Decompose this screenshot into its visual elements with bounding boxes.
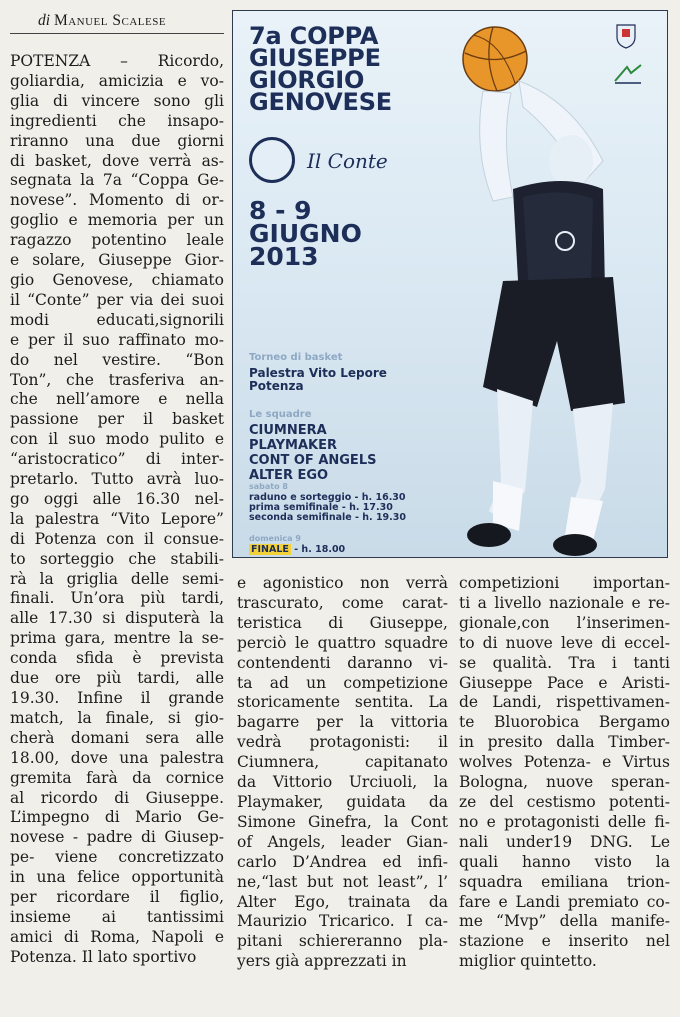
final-time: - h. 18.00: [290, 544, 346, 555]
text-line: di basket, dove verrà as-: [10, 151, 224, 170]
text-line: L’impegno di Mario Ge-: [10, 808, 224, 827]
text-line: miglior quintetto.: [459, 952, 597, 971]
crest-icon: [249, 137, 295, 183]
text-line: vedrà protagonisti: il: [237, 733, 448, 752]
text-line: yers già apprezzati in: [237, 952, 407, 971]
poster-title-line: 7a COPPA: [249, 22, 379, 50]
poster-date-line: 8 - 9: [249, 196, 312, 225]
text-line: in una felice opportunità: [10, 868, 224, 887]
logo-script-text: Il Conte: [307, 149, 388, 173]
text-line: e solare, Giuseppe Gior-: [10, 251, 224, 270]
text-line: pitani schiereranno pla-: [237, 932, 448, 951]
text-line: me “Mvp” della manife-: [459, 912, 670, 931]
text-line: 19.30. Infine il grande: [10, 689, 224, 707]
text-line: stazione e inserito nel: [459, 932, 670, 951]
text-line: Giuseppe Pace e Aristi-: [459, 673, 670, 692]
text-line: finali. Un’ora più tardi,: [10, 589, 224, 608]
text-line: Potenza. Il lato sportivo: [10, 947, 197, 966]
text-line: quali hanno visto la: [459, 852, 670, 871]
poster-logo: [249, 137, 409, 187]
poster-schedule: [249, 493, 429, 523]
event-poster: [232, 10, 668, 558]
text-line: of Angels, leader Gian-: [237, 832, 448, 851]
text-line: pretarlo. Tutto avrà luo-: [10, 470, 224, 489]
byline-author: Manuel Scalese: [53, 12, 167, 29]
text-line: conda sfida è prevista: [10, 649, 224, 668]
text-line: to di nuove leve di eccel-: [459, 633, 670, 652]
text-line: insieme ai tantissimi: [10, 907, 224, 926]
text-line: match, la finale, si gio-: [10, 708, 224, 727]
text-line: gio Genovese, chiamato: [10, 270, 224, 289]
poster-title: [249, 22, 489, 116]
text-line: Ciumnera, capitanato: [237, 753, 448, 772]
sponsor-logo-icon: [613, 63, 643, 85]
text-line: da Vittorio Urciuoli, la: [237, 773, 448, 792]
text-line: ragazzo potentino leale: [10, 231, 224, 250]
poster-dates: [249, 196, 449, 271]
venue-line: Palestra Vito Lepore: [249, 366, 387, 380]
text-line: amici di Roma, Napoli e: [10, 927, 224, 946]
text-line: pe- viene concretizzato: [10, 848, 224, 867]
text-line: Alter Ego, trainata da: [237, 892, 448, 911]
text-line: Maurizio Tricarico. I ca-: [237, 912, 448, 931]
text-line: do nel vestire. “Bon: [10, 350, 224, 369]
text-line: in presito dalla Timber-: [459, 733, 670, 752]
text-line: rà la griglia delle semi-: [10, 569, 224, 588]
text-line: de Landi, rispettivamen-: [459, 693, 670, 712]
text-line: nali under19 DNG. Le: [459, 832, 670, 851]
text-line: wolves Potenza- e Virtus: [459, 753, 670, 772]
text-line: go oggi alle 16.30 nel-: [10, 489, 224, 508]
team-name: PLAYMAKER: [249, 438, 338, 453]
poster-date-line: GIUGNO: [249, 219, 362, 248]
tournament-label: Torneo di basket: [249, 352, 343, 363]
text-line: “aristocratico” di inter-: [10, 450, 224, 469]
text-line: perciò le quattro squadre: [237, 633, 448, 652]
text-line: Bologna, nuove speran-: [459, 773, 670, 792]
text-line: Playmaker, guidata da: [237, 792, 448, 811]
text-line: carlo D’Andrea ed infi-: [237, 852, 448, 871]
poster-date-line: 2013: [249, 242, 319, 271]
text-line: goglio e memoria per un: [10, 211, 224, 230]
team-name: CIUMNERA: [249, 423, 327, 438]
text-line: che nell’amore e nella: [10, 390, 224, 409]
text-line: fare e Landi premiato co-: [459, 892, 670, 911]
text-line: 18.00, dove una palestra: [10, 748, 224, 767]
venue-line: Potenza: [249, 379, 304, 393]
poster-venue: [249, 367, 387, 393]
team-name: ALTER EGO: [249, 468, 329, 483]
text-line: novese - padre di Giusep-: [10, 828, 224, 847]
poster-title-line: GENOVESE: [249, 88, 392, 116]
text-line: squadra emiliana trion-: [459, 872, 670, 891]
poster-final: [249, 544, 345, 555]
text-line: Simone Ginefra, la Cont: [237, 812, 448, 831]
text-line: la palestra “Vito Lepore”: [10, 509, 224, 528]
text-line: se qualità. Tra i tanti: [459, 653, 670, 672]
text-line: Ton”, che trasferiva an-: [10, 370, 224, 389]
text-line: teristica di Giuseppe,: [237, 613, 448, 632]
byline-prefix: di: [38, 12, 51, 29]
town-crest-icon: [615, 23, 637, 49]
article-column-3: [459, 574, 670, 972]
poster-title-line: GIUSEPPE: [249, 44, 381, 72]
schedule-day-2: domenica 9: [249, 534, 301, 543]
text-line: competizioni importan-: [459, 574, 670, 592]
schedule-day-1: sabato 8: [249, 482, 288, 491]
text-line: al ricordo di Giuseppe.: [10, 788, 224, 807]
text-line: POTENZA – Ricordo,: [10, 52, 224, 70]
text-line: e agonistico non verrà: [237, 574, 448, 592]
teams-label: Le squadre: [249, 409, 312, 420]
text-line: glia di vincere sono gli: [10, 91, 224, 110]
text-line: per ricordare il figlio,: [10, 888, 224, 907]
schedule-item: prima semifinale - h. 17.30: [249, 502, 393, 513]
article-column-2: [237, 574, 448, 972]
text-line: e per il suo raffinato mo-: [10, 330, 224, 349]
text-line: te Bluorobica Bergamo: [459, 713, 670, 732]
text-line: storicamente sentita. La: [237, 693, 448, 712]
text-line: ti a livello nazionale e re-: [459, 593, 670, 612]
text-line: il “Conte” per via dei suoi: [10, 290, 224, 309]
text-line: gionale,con l’inserimen-: [459, 613, 670, 632]
text-line: to sorteggio che stabili-: [10, 549, 224, 568]
text-line: modi educati,signorili: [10, 310, 224, 329]
poster-title-line: GIORGIO: [249, 66, 365, 94]
text-line: segnata la 7a “Coppa Ge-: [10, 171, 224, 190]
text-line: due ore più tardi, alle: [10, 669, 224, 688]
text-line: goliardia, amicizia e vo-: [10, 71, 224, 90]
text-line: trascurato, come carat-: [237, 593, 448, 612]
text-line: cherà domani sera alle: [10, 728, 224, 747]
text-line: no e protagonisti delle fi-: [459, 812, 670, 831]
final-label: FINALE: [251, 544, 289, 555]
text-line: novese”. Momento di or-: [10, 191, 224, 210]
text-line: contendenti daranno vi-: [237, 653, 448, 672]
text-line: alle 17.30 si disputerà la: [10, 609, 224, 628]
text-line: con il suo modo pulito e: [10, 430, 224, 449]
text-line: prima gara, mentre la se-: [10, 629, 224, 648]
text-line: di Potenza con il consue-: [10, 529, 224, 548]
byline: [10, 12, 224, 34]
text-line: gremita farà da cornice: [10, 768, 224, 787]
text-line: riranno una due giorni: [10, 131, 224, 150]
article-column-1: [10, 52, 224, 968]
text-line: ingredienti che insapo-: [10, 111, 224, 130]
schedule-item: seconda semifinale - h. 19.30: [249, 512, 406, 523]
poster-teams: [249, 423, 376, 483]
schedule-item: raduno e sorteggio - h. 16.30: [249, 492, 406, 503]
text-line: ne,“last but not least”, l’: [237, 872, 448, 891]
text-line: passione per il basket: [10, 410, 224, 429]
text-line: bagarre per la vittoria: [237, 713, 448, 732]
text-line: ze del cestismo potenti-: [459, 792, 670, 811]
text-line: ta ad un competizione: [237, 673, 448, 692]
team-name: CONT OF ANGELS: [249, 453, 377, 468]
